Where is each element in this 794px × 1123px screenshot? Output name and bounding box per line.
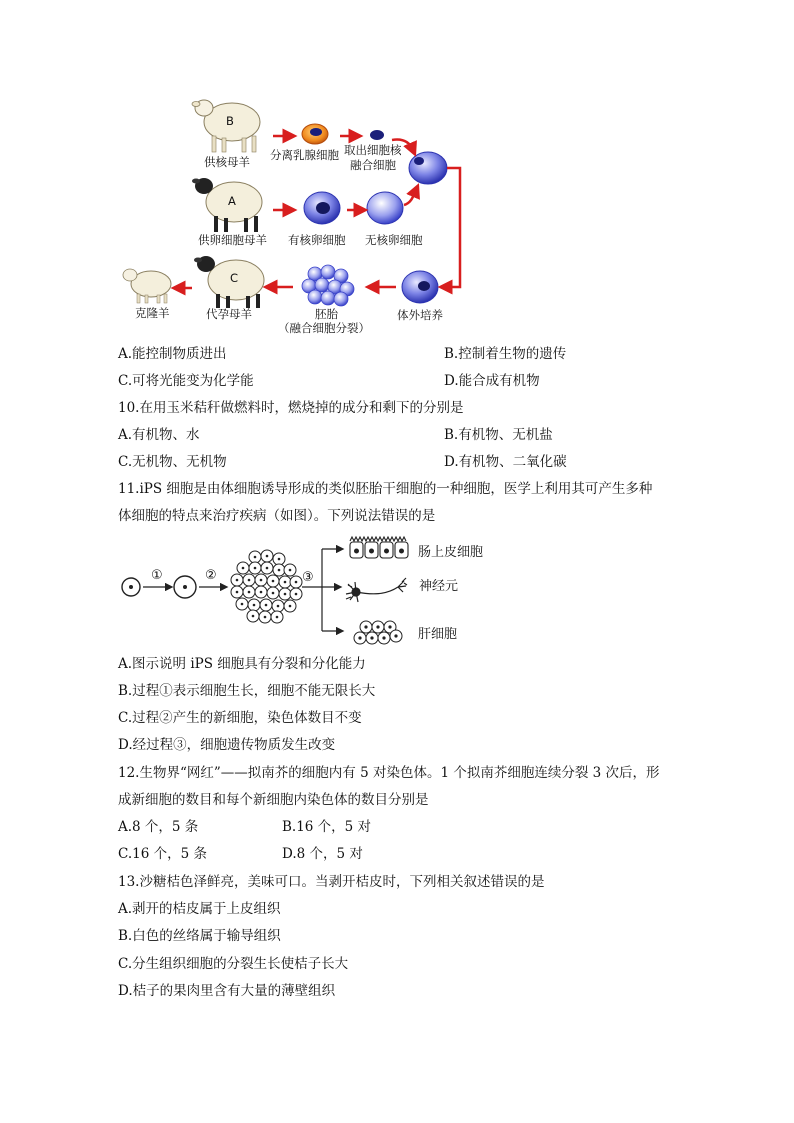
label-neuron: 神经元 [419, 579, 459, 594]
ips-cell-diagram [0, 535, 794, 665]
q13-option-c: C.分生组织细胞的分裂生长使桔子长大 [118, 956, 349, 972]
step-1-label: ① [151, 568, 163, 583]
label-embryo-note: （融合细胞分裂） [278, 321, 370, 335]
label-nucleus-donor: 供核母羊 [204, 155, 250, 169]
q11-stem-line2: 体细胞的特点来治疗疾病（如图）。下列说法错误的是 [118, 508, 436, 524]
q10-option-c: C.无机物、无机物 [118, 454, 227, 470]
nucleated-egg-cell [304, 192, 340, 224]
q9-option-a: A.能控制物质进出 [118, 346, 227, 362]
mammary-cell [302, 124, 328, 144]
label-surrogate: 代孕母羊 [206, 307, 252, 321]
q10-option-d: D.有机物、二氧化碳 [444, 454, 567, 470]
label-clone: 克隆羊 [135, 306, 170, 320]
q11-option-d: D.经过程③，细胞遗传物质发生改变 [118, 737, 336, 753]
sheep-a-letter: A [228, 194, 236, 208]
clone-lamb-illustration [123, 269, 171, 303]
q13-option-b: B.白色的丝络属于输导组织 [118, 928, 281, 944]
label-fuse-cell: 融合细胞 [350, 158, 396, 172]
q13-option-d: D.桔子的果肉里含有大量的薄壁组织 [118, 983, 336, 999]
q11-option-c: C.过程②产生的新细胞，染色体数目不变 [118, 710, 362, 726]
label-enucleated-egg: 无核卵细胞 [365, 233, 423, 247]
label-embryo: 胚胎 [315, 307, 338, 321]
cloning-diagram [0, 0, 794, 340]
sheep-b-letter: B [226, 114, 234, 128]
label-take-nucleus: 取出细胞核 [344, 143, 402, 157]
q9-option-b: B.控制着生物的遗传 [444, 346, 567, 362]
label-egg-donor: 供卵细胞母羊 [198, 233, 267, 247]
label-nucleated-egg: 有核卵细胞 [288, 233, 346, 247]
fused-cell [409, 152, 447, 184]
label-separate-mammary: 分离乳腺细胞 [270, 148, 339, 162]
q13-option-a: A.剥开的桔皮属于上皮组织 [118, 901, 281, 917]
enucleated-egg-cell [367, 192, 403, 224]
label-liver-cells: 肝细胞 [418, 627, 458, 642]
q10-stem: 10.在用玉米秸秆做燃料时，燃烧掉的成分和剩下的分别是 [118, 400, 464, 416]
q9-option-d: D.能合成有机物 [444, 373, 540, 389]
liver-cells [354, 621, 402, 644]
q11-stem-line1: 11.iPS 细胞是由体细胞诱导形成的类似胚胎干细胞的一种细胞，医学上利用其可产生多种 [118, 481, 653, 497]
sheep-c-letter: C [230, 271, 239, 285]
ips-cell-cluster [231, 550, 302, 623]
step-3-label: ③ [302, 570, 314, 585]
cultured-cell [402, 271, 438, 303]
intestinal-cells [350, 537, 408, 558]
sheep-a-illustration [192, 178, 262, 232]
q12-option-b: B.16 个，5 对 [282, 819, 372, 835]
neuron-cell [346, 578, 407, 602]
q12-stem-line2: 成新细胞的数目和每个新细胞内染色体的数目分别是 [118, 792, 429, 808]
embryo-cluster [302, 265, 354, 306]
q13-stem: 13.沙糖桔色泽鲜亮，美味可口。当剥开桔皮时，下列相关叙述错误的是 [118, 874, 545, 890]
sheep-c-illustration [194, 256, 264, 308]
nucleus [370, 130, 384, 140]
q12-option-d: D.8 个，5 对 [282, 846, 363, 862]
label-culture: 体外培养 [397, 308, 443, 322]
q10-option-b: B.有机物、无机盐 [444, 427, 553, 443]
q10-option-a: A.有机物、水 [118, 427, 200, 443]
q12-option-a: A.8 个，5 条 [118, 819, 199, 835]
step-2-label: ② [205, 568, 217, 583]
q11-option-b: B.过程①表示细胞生长，细胞不能无限长大 [118, 683, 376, 699]
q12-option-c: C.16 个，5 条 [118, 846, 207, 862]
q9-option-c: C.可将光能变为化学能 [118, 373, 254, 389]
q12-stem-line1: 12.生物界“网红”——拟南芥的细胞内有 5 对染色体。1 个拟南芥细胞连续分裂 3 次后，形 [118, 765, 660, 781]
q11-option-a: A.图示说明 iPS 细胞具有分裂和分化能力 [118, 656, 366, 672]
label-intestinal-cells: 肠上皮细胞 [418, 545, 484, 560]
